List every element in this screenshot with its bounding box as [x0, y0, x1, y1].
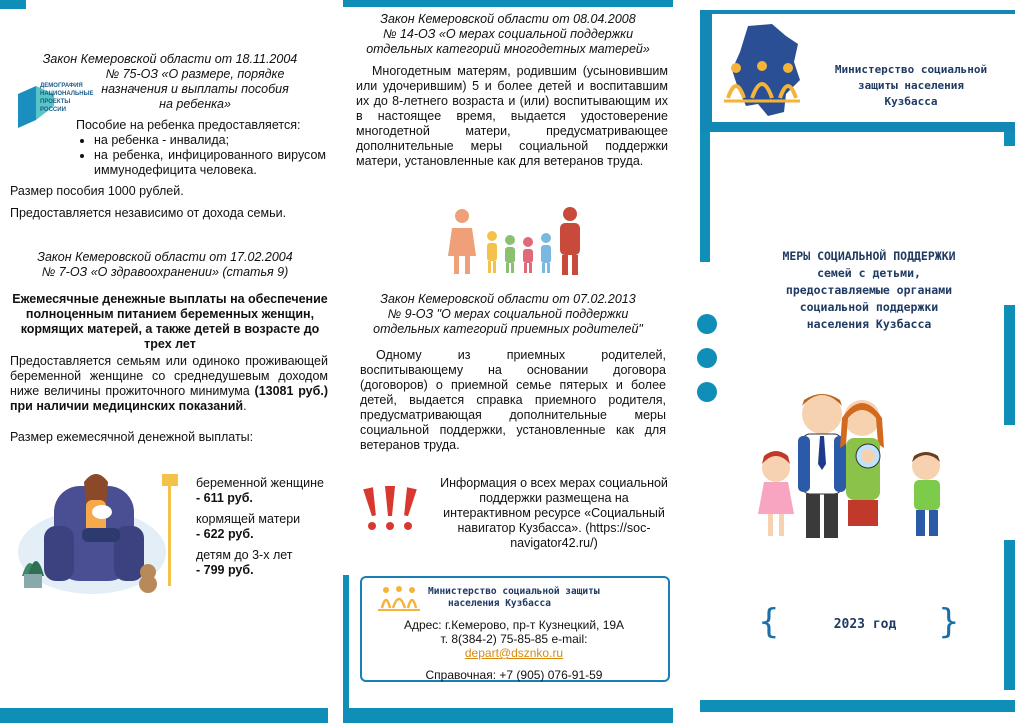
- ministry-name-line2: защиты населения: [858, 79, 964, 92]
- benefit-block: [76, 118, 326, 178]
- contact-org: [428, 586, 658, 610]
- panel1-bottom-bar: [0, 708, 328, 723]
- amount-children-label: детям до 3-х лет: [196, 548, 293, 562]
- law4-title-line2: № 9-ОЗ "О мерах социальной поддержки: [387, 307, 629, 321]
- law1-title-line3: назначения и выплаты пособия: [101, 82, 289, 96]
- law1-title-line4: на ребенка»: [159, 97, 231, 111]
- law3-title-line3: отдельных категорий многодетных матерей»: [366, 42, 650, 56]
- decor-dot-1: [697, 314, 717, 334]
- monthly-heading: Ежемесячные денежные выплаты на обеспечение полноценным питанием беременных женщин, кормящих матерей, а также детей в возрасте до трех лет: [12, 292, 328, 351]
- law3-title-line2: № 14-ОЗ «О мерах социальной поддержки: [382, 27, 634, 41]
- law1-title: [20, 52, 320, 112]
- amounts-list: [196, 476, 326, 578]
- law4-text: Одному из приемных родителей, воспитывающему на основании договора (договоров) о приемной семье пятерых и более детей, выдается справка приемного родителя, предусматривающая дополнительные меры социальной поддержки, установленные как для ветеранов труда.: [360, 348, 666, 452]
- logo-text-line3: ПРОЕКТЫ: [40, 99, 71, 105]
- law4-title-line1: Закон Кемеровской области от 07.02.2013: [380, 292, 636, 306]
- law1-title-line1: Закон Кемеровской области от 18.11.2004: [42, 52, 298, 66]
- decor-dot-3: [697, 382, 717, 402]
- ministry-name-line3: Кузбасса: [884, 95, 938, 108]
- amount-pregnant-value: - 611 руб.: [196, 491, 253, 505]
- year-brace-right: }: [938, 602, 960, 642]
- law3-text: Многодетным матерям, родившим (усыновившим или удочерившим) 5 и более детей и воспитавшим их до 8-летнего возраста и (или) воспитывающим их в настоящее время, выдается удостоверение многодетной матери, предусматривающее дополнительные меры социальной поддержки матери, установленные как для ветеранов труда.: [356, 64, 668, 168]
- amount-nursing-label: кормящей матери: [196, 512, 301, 526]
- panel3-left-bar: [700, 132, 710, 262]
- law2-title-line1: Закон Кемеровской области от 17.02.2004: [37, 250, 293, 264]
- law3-title: [352, 12, 664, 57]
- monthly-min-income: (13081 руб.): [254, 384, 328, 398]
- cover-year: 2023 год: [833, 617, 897, 632]
- benefit-amount: Размер пособия 1000 рублей.: [10, 184, 184, 198]
- monthly-text-part1: Предоставляется семьям или одиноко проживающей беременной женщине со среднедушевым доходом ниже величины прожиточного минимума: [10, 354, 328, 398]
- monthly-text-part2: при: [10, 399, 33, 413]
- law2-title-line2: № 7-ОЗ «О здравоохранении» (статья 9): [41, 265, 289, 279]
- contact-reference: Справочная: +7 (905) 076-91-59: [425, 668, 603, 682]
- ministry-name-line1: Министерство социальной: [834, 63, 988, 76]
- amount-label: Размер ежемесячной денежной выплаты:: [10, 430, 254, 444]
- ministry-name: [812, 62, 1010, 110]
- benefit-item-1: • на ребенка - инвалида;: [94, 133, 326, 148]
- benefit-independent: Предоставляется независимо от дохода семьи.: [10, 206, 287, 220]
- monthly-text-end: .: [243, 399, 247, 413]
- amount-children-value: - 799 руб.: [196, 563, 254, 577]
- year-brace-left: {: [758, 602, 780, 642]
- logo-text-line1: ДЕМОГРАФИЯ: [40, 83, 83, 89]
- exclamation-icon: [362, 484, 418, 534]
- law3-title-line1: Закон Кемеровской области от 08.04.2008: [380, 12, 636, 26]
- info-text: Информация о всех мерах социальной поддержки размещена на интерактивном ресурсе «Социальный навигатор Кузбасса». (https://soc-navigator42.ru/): [440, 476, 668, 550]
- panel1-top-bar: [0, 0, 26, 9]
- panel3-right-bar-low: [1004, 540, 1015, 690]
- cover-title-line5: населения Кузбасса: [806, 317, 932, 331]
- contact-details: [364, 618, 664, 682]
- law4-title-line3: отдельных категорий приемных родителей": [373, 322, 643, 336]
- monthly-medical: наличии медицинских показаний: [36, 399, 244, 413]
- panel2-left-bar: [343, 575, 349, 708]
- panel3-right-bar-mid: [1004, 305, 1015, 425]
- logo-text-line2: НАЦИОНАЛЬНЫЕ: [40, 91, 94, 97]
- cover-title-line2: семей с детьми,: [817, 266, 921, 280]
- cover-title-line4: социальной поддержки: [799, 300, 939, 314]
- monthly-text: [10, 354, 328, 414]
- panel2-top-bar: [343, 0, 673, 7]
- benefit-intro: Пособие на ребенка предоставляется:: [76, 118, 301, 132]
- family-silhouette-illustration: [444, 206, 594, 276]
- benefit-item-2: • на ребенка, инфицированного вирусом иммунодефицита человека.: [94, 148, 326, 178]
- law2-title: [10, 250, 320, 280]
- decor-dot-2: [697, 348, 717, 368]
- cover-title: [738, 248, 1000, 333]
- mother-chair-illustration: [14, 456, 194, 596]
- contact-logo: [376, 584, 422, 612]
- contact-org-line2: населения Кузбасса: [448, 598, 551, 609]
- law1-title-line2: № 75-ОЗ «О размере, порядке: [105, 67, 285, 81]
- cover-title-line3: предоставляемые органами: [785, 283, 953, 297]
- contact-email-link[interactable]: depart@dsznko.ru: [464, 646, 564, 660]
- panel2-bottom-bar: [343, 708, 673, 723]
- ministry-logo: [720, 60, 804, 104]
- cover-title-line1: МЕРЫ СОЦИАЛЬНОЙ ПОДДЕРЖКИ: [782, 249, 956, 263]
- benefit-list: [76, 133, 326, 178]
- contact-phone: т. 8(384-2) 75-85-85 e-mail:: [440, 632, 588, 646]
- contact-org-line1: Министерство социальной защиты: [428, 586, 600, 597]
- logo-text-line4: РОССИИ: [40, 107, 66, 113]
- law4-title: [352, 292, 664, 337]
- amount-nursing-value: - 622 руб.: [196, 527, 254, 541]
- amount-pregnant-label: беременной женщине: [196, 476, 324, 490]
- panel3-bottom-bar: [700, 700, 1015, 712]
- family-illustration: [750, 384, 960, 544]
- contact-address: Адрес: г.Кемерово, пр-т Кузнецкий, 19А: [403, 618, 625, 632]
- panel3-right-bar-top: [1004, 132, 1015, 146]
